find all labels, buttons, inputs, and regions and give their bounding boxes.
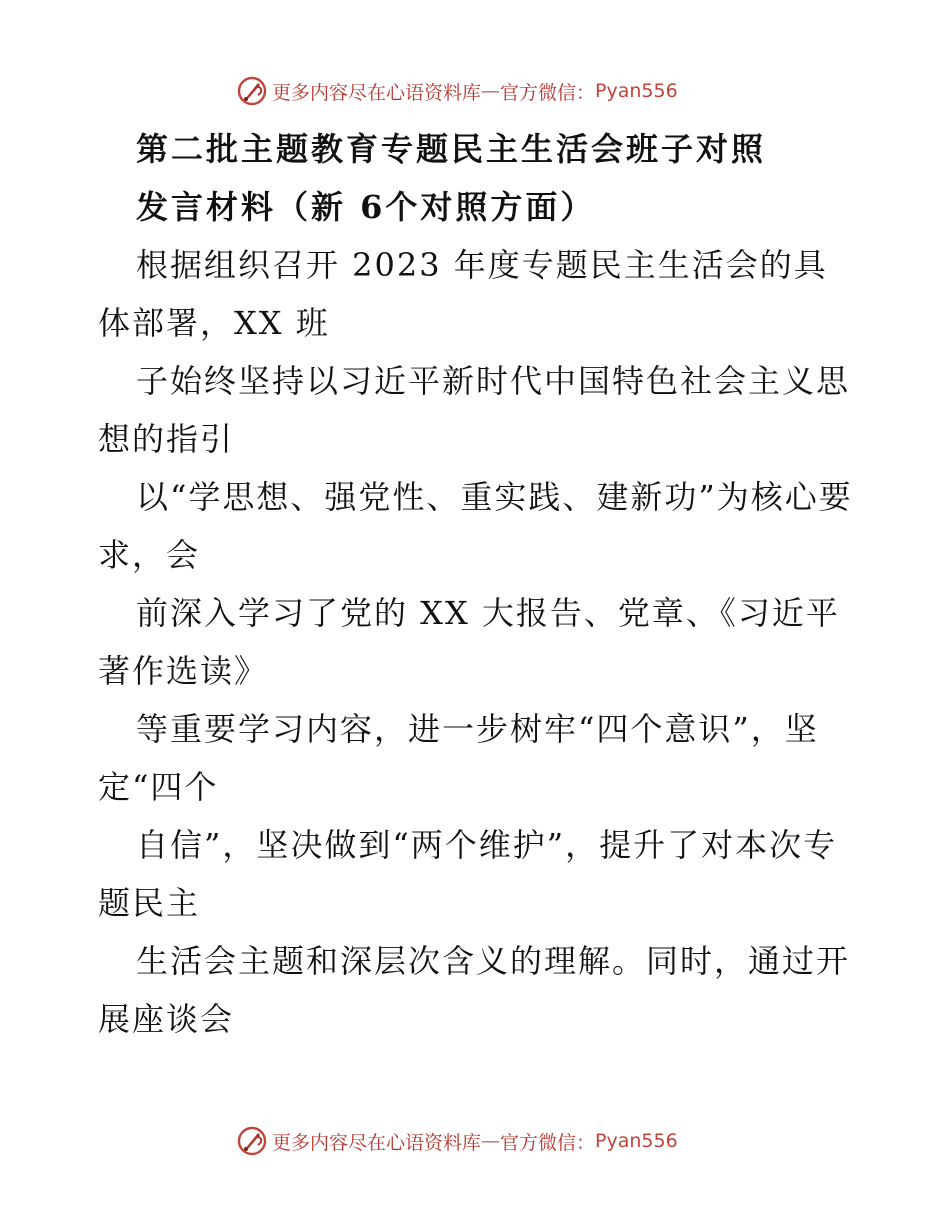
watermark-label: 官方微信： — [500, 1131, 596, 1154]
title-line-1: 第二批主题教育专题民主生活会班子对照 — [136, 130, 767, 168]
paragraph-5: 等重要学习内容，进一步树牢“四个意识”，坚定“四个 — [98, 710, 819, 806]
paragraph-4: 前深入学习了党的 XX 大报告、党章、《习近平著作选读》 — [98, 594, 840, 690]
watermark-wechat-id: Pyan556 — [595, 80, 678, 102]
quill-logo-icon — [236, 1125, 268, 1157]
watermark-text: 更多内容尽在心语资料库 — [272, 1131, 482, 1154]
footer-watermark — [236, 1123, 678, 1159]
document-title — [98, 120, 854, 236]
paragraph-1: 根据组织召开 2023 年度专题民主生活会的具体部署，XX 班 — [98, 246, 828, 342]
watermark-dash: — — [481, 80, 501, 102]
watermark-wechat-id: Pyan556 — [595, 1130, 678, 1152]
header-watermark — [236, 73, 678, 109]
watermark-label: 官方微信： — [500, 81, 596, 104]
paragraph-7: 生活会主题和深层次含义的理解。同时，通过开展座谈会 — [98, 942, 851, 1038]
quill-logo-icon — [236, 75, 268, 107]
watermark-text: 更多内容尽在心语资料库 — [272, 81, 482, 104]
watermark-dash: — — [481, 1130, 501, 1152]
document-body — [98, 120, 854, 1048]
paragraph-2: 子始终坚持以习近平新时代中国特色社会主义思想的指引 — [98, 362, 851, 458]
paragraph-3: 以“学思想、强党性、重实践、建新功”为核心要求，会 — [98, 478, 853, 574]
title-line-2: 发言材料（新 6个对照方面） — [136, 188, 596, 226]
paragraph-6: 自信”，坚决做到“两个维护”，提升了对本次专题民主 — [98, 826, 838, 922]
